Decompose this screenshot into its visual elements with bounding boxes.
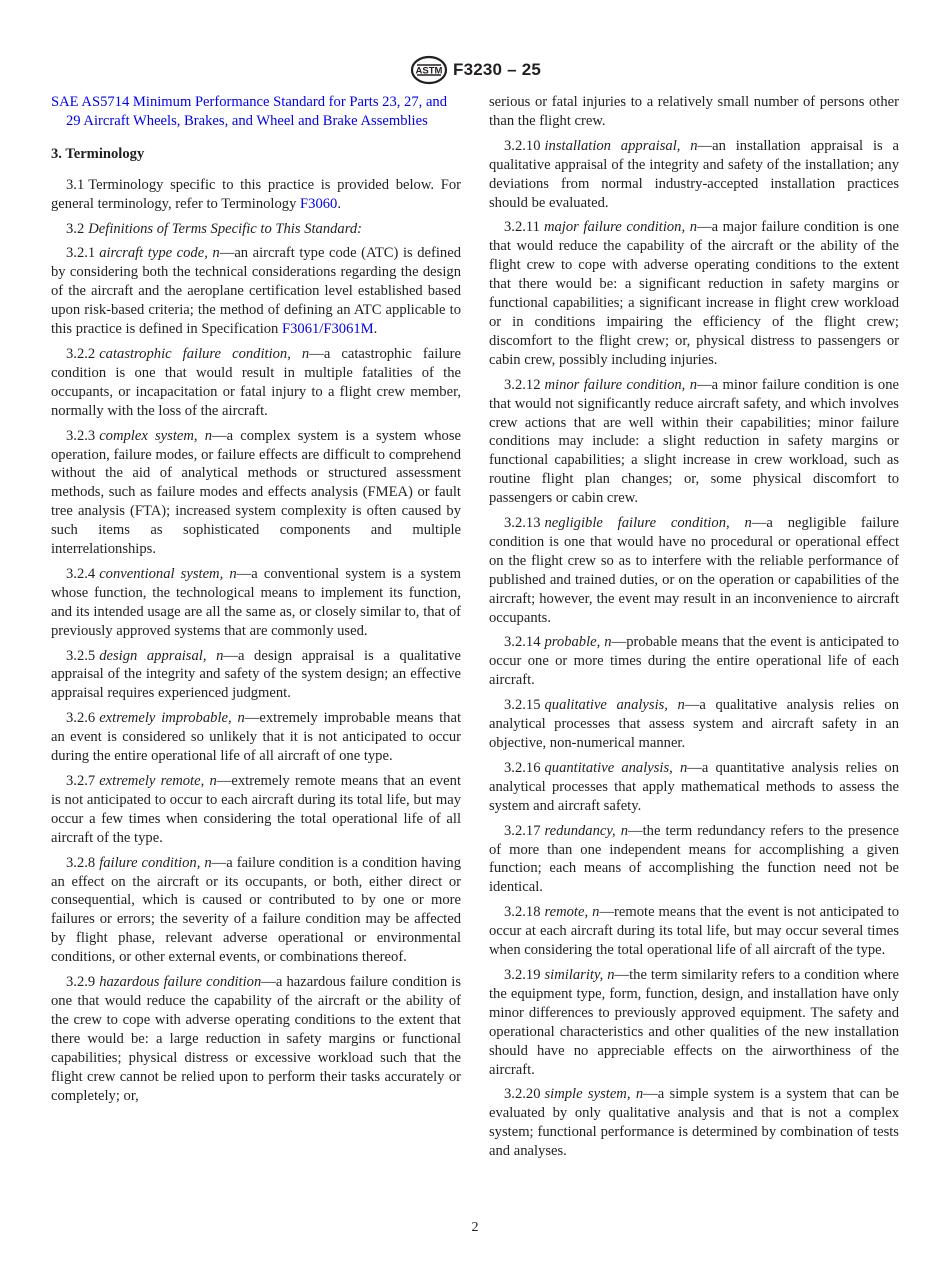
- para-3-2-2: 3.2.2 catastrophic failure condition, n—a catastrophic failure condition is one that would result in multiple fatalities of the occupants, or incapacitation or fatal injury to a flight crew member, normally with the loss of the aircraft.: [51, 345, 462, 419]
- sae-as5714-title[interactable]: Minimum Performance Standard for Parts 23, 27, and 29 Aircraft Wheels, Brakes, and Wheel and Brake Assemblies: [66, 94, 448, 129]
- para-3-2-12: 3.2.12 minor failure condition, n—a minor failure condition is one that would not significantly reduce aircraft safety, and which involves crew actions that are well within their capabilities; minor failure conditions may include: a slight reduction in safety margins or functional capabilities; a slight increase in crew workload, such as routine flight plan changes; or, some physical discomfort to passengers or cabin crew.: [489, 376, 899, 507]
- para-3-2-19: 3.2.19 similarity, n—the term similarity refers to a condition where the equipment type, form, function, design, and installation have only minor differences to previously approved equipment. The safety and operational characteristics and other qualities of the new installation should have no appreciable effects on the airworthiness of the aircraft.: [489, 966, 900, 1078]
- para-3-2-7: 3.2.7 extremely remote, n—extremely remote means that an event is not anticipated to occur to each aircraft during its total life, but may occur a few times when considering the total operational life of all aircraft of the type.: [51, 773, 461, 846]
- para-3-2-8: 3.2.8 failure condition, n—a failure condition is a condition having an effect on the aircraft or its occupants, or both, either direct or consequential, which is caused or contributed to by one or more failures or errors; the severity of a failure condition may be affected by flight phase, relevant adverse operational or environmental conditions, or other external events, or combinations thereof.: [51, 854, 461, 966]
- page-number: 2: [471, 1220, 479, 1235]
- para-3-2-13: 3.2.13 negligible failure condition, n—a negligible failure condition is one that would have no procedural or operational effect on the flight crew so as to interfere with the reliable performance of published and trained duties, or on the operation or capabilities of the aircraft; however, the event may result in an inconvenience to aircraft occupants.: [489, 515, 900, 626]
- para-3-2-15: 3.2.15 qualitative analysis, n—a qualitative analysis relies on analytical processes that assess system and aircraft safety in an objective, non-numerical manner.: [489, 697, 899, 751]
- f3061-link[interactable]: F3061/F3061M: [282, 321, 374, 338]
- para-3-2-6: 3.2.6 extremely improbable, n—extremely improbable means that an event is considered so unlikely that it is not anticipated to occur during the entire operational life of all aircraft of one type.: [51, 710, 462, 765]
- astm-logo-text: ASTM: [415, 65, 443, 77]
- para-3-2-4: 3.2.4 conventional system, n—a conventional system is a system whose function, the technological means to implement its function, and its intended usage are all the same as, or closely similar to, that of previously approved systems that are commonly used.: [51, 565, 461, 639]
- para-3-2-10: 3.2.10 installation appraisal, n—an installation appraisal is a qualitative appraisal of the integrity and safety of the installation; any deviations from normal industry-accepted installation practices should be evaluated.: [489, 137, 899, 211]
- f3060-link[interactable]: F3060: [300, 195, 338, 212]
- left-column: [51, 93, 461, 1111]
- para-3-2-16: 3.2.16 quantitative analysis, n—a quantitative analysis relies on analytical processes that apply mathematical methods to assess the system and aircraft safety.: [489, 759, 899, 814]
- right-column: [489, 93, 899, 1167]
- section-title-terminology: 3. Terminology: [51, 145, 145, 162]
- document-id: F3230 – 25: [452, 60, 541, 79]
- para-3-2-17: 3.2.17 redundancy, n—the term redundancy refers to the presence of more than one independent means for accomplishing a given function; each means of accomplishing the function need not be identical.: [489, 822, 899, 896]
- para-3-2-9: 3.2.9 hazardous failure condition—a hazardous failure condition is one that would reduce the capability of the aircraft or the ability of the crew to cope with adverse operating conditions to the extent that there would be: a large reduction in safety margins or functional capabilities; physical distress or excessive workload such that the flight crew cannot be relied upon to perform their tasks accurately or completely; or,: [51, 974, 461, 1104]
- para-3-2-14: 3.2.14 probable, n—probable means that the event is anticipated to occur one or more times during the entire operational life of each aircraft.: [489, 634, 899, 689]
- para-3-2-11: 3.2.11 major failure condition, n—a major failure condition is one that would reduce the capability of the aircraft or the ability of the flight crew to cope with adverse operating conditions to the extent that there would be: a significant reduction in safety margins or functional capabilities; a significant increase in flight crew workload or in conditions impairing the efficiency of the flight crew; discomfort to the flight crew; or, physical distress to passengers or cabin crew, possibly including injuries.: [489, 219, 899, 368]
- para-3-2-5: 3.2.5 design appraisal, n—a design appraisal is a qualitative appraisal of the integrity and safety of the system design; an effective appraisal requires experienced judgment.: [51, 647, 461, 702]
- reference-sae-as5714: [51, 93, 461, 131]
- astm-logo-icon: [409, 55, 449, 85]
- para-3-1: 3.1 Terminology specific to this practice is provided below. For general terminology, refer to Terminology F3060.: [51, 176, 461, 212]
- para-3-2-9-continued: serious or fatal injuries to a relatively small number of persons other than the flight crew.: [489, 94, 899, 129]
- para-3-2-1: 3.2.1 aircraft type code, n—an aircraft type code (ATC) is defined by considering both the technical considerations regarding the design of the aircraft and the aeroplane certification level established based upon risk-based criteria; the method of defining an ATC applicable to this practice is defined in Specification F3061/F3061M.: [51, 245, 461, 338]
- para-3-2-3: 3.2.3 complex system, n—a complex system is a system whose operation, failure modes, or failure effects are difficult to comprehend without the aid of analytical methods or structured assessment methods, such as failure modes and effects analysis (FMEA) or fault tree analysis (FTA); increased system complexity is often caused by such items as sophisticated components and multiple interrelationships.: [51, 427, 461, 558]
- para-3-2: 3.2 Definitions of Terms Specific to This Standard:: [66, 220, 363, 237]
- page-header: [0, 55, 950, 85]
- para-3-2-20: 3.2.20 simple system, n—a simple system is a system that can be evaluated by only qualitative analysis and that is not a complex system; functional performance is determined by combination of tests and analyses.: [489, 1086, 899, 1160]
- para-3-2-18: 3.2.18 remote, n—remote means that the event is not anticipated to occur at each aircraft during its total life, but may occur several times when considering the total operational life of all aircraft of the type.: [489, 904, 900, 959]
- sae-as5714-link[interactable]: SAE AS5714: [51, 94, 130, 110]
